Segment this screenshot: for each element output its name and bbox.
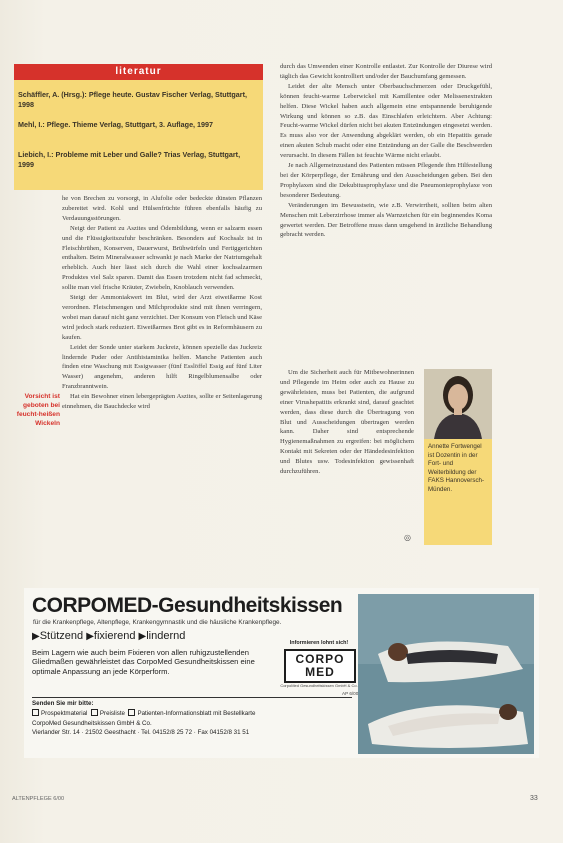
paragraph: Neigt der Patient zu Aszites und Ödembildung, wenn er salzarm essen und die Flüssigkeitszufuhr beschränken. Besonders auf Kochsalz ist in Fleischbrühen, Konserven, Dauerwurst, Brühwürfeln und Fertiggerichten enthalten. Beim Mineralwasser schwankt je nach Marke der Natriumgehalt erheblich. Auch hier lässt sich durch die Wahl einer kochsalzarmen Produktes viel Salz sparen. Damit das Essen trotzdem nicht fad schmeckt, sollte man viel frische Kräuter, Zwiebeln, Knoblauch verwenden. xyxy=(62,224,262,292)
article-column-right-lower xyxy=(280,368,414,477)
paragraph: durch das Umwenden einer Kontrolle entlastet. Zur Kontrolle der Diurese wird täglich das Gewicht kontrolliert und/oder der Bauchumfang gemessen. xyxy=(280,63,492,80)
logo-line: MED xyxy=(305,665,335,679)
paragraph: Je nach Allgemeinzustand des Patienten müssen Pflegende ihm Hilfestellung bei der Körperpflege, der Ernährung und den Ausscheidungen geben. Bei den Prophylaxen sind die Dekubitusprophylaxe und die Pneumonieprophylaxe von besonderer Bedeutung. xyxy=(280,162,492,199)
option-label: Prospektmaterial xyxy=(41,710,88,717)
paragraph: Veränderungen im Bewusstsein, wie z.B. Verwirrtheit, sollten beim alten Menschen mit Leberzirrhose immer als Warnzeichen für ein beginnendes Koma gewertet werden. Der Betroffene muss dann umgehend in ärztliche Behandlung gebracht werden. xyxy=(280,201,492,239)
logo-caption: CorpoMed Gesundheitskissen GmbH & Co. xyxy=(280,683,358,688)
paragraph: Leidet der Sonde unter starkem Juckreiz, können spezielle das Juckreiz lindernde Puder oder Antihistaminika helfen. Manche Patienten auch finden eine Waschung mit Essigwasser (fünf Esslöffel Essig auf fünf Liter Wasser) angenehm, anderen hilft Ringelblumensalbe oder Franzbranntwein. xyxy=(62,343,262,391)
ad-subtitle: für die Krankenpflege, Altenpflege, Krankengymnastik und die häusliche Krankenpflege. xyxy=(33,619,282,626)
end-mark-icon: ◎ xyxy=(404,533,411,542)
page-number: 33 xyxy=(530,795,538,802)
paragraph: Um die Sicherheit auch für Mitbewohnerinnen und Pflegende im Heim oder auch zu Hause zu gewährleisten, muss bei Patienten, die aufgrund einer Virushepatitis erkrankt sind, darauf geachtet werden, dass diese durch die Übertragung von Blut und Ausscheidungen übertragen werden kann. Daher sind entsprechende Hygienemaßnahmen zu ergreifen: bei möglichem Kontakt mit Sekreten oder der Händedesinfektion und Blutes usw. Todesinfektion gewissenhaft durchzuführen. xyxy=(280,369,414,476)
arrow-right-icon: ▶ xyxy=(138,631,147,642)
pillow-photo-icon xyxy=(358,594,534,754)
literature-entry: Schäffler, A. (Hrsg.): Pflege heute. Gustav Fischer Verlag, Stuttgart, 1998 xyxy=(18,90,247,109)
ad-claim: Stützend xyxy=(39,630,84,642)
pull-quote: Vorsicht ist geboten bei feucht-heißen Wickeln xyxy=(16,393,60,427)
paragraph: he von Brechen zu vorsorgt, in Alufolie oder bedeckte dünsten Pflanzen zubereitet wird. Kohl und Hülsenfrüchte führen ebenfalls häufig zu Verdauungsstörungen. xyxy=(62,195,262,222)
option-label: Preisliste xyxy=(99,710,125,717)
author-portrait-icon xyxy=(424,369,492,439)
ad-product-photo xyxy=(358,594,534,754)
coupon-divider xyxy=(32,697,352,698)
paragraph: Steigt der Ammoniakwert im Blut, wird der Arzt eiweißarme Kost verordnen. Fleischmengen und Milchprodukte sind mit ihnen verringern, wobei man darauf nicht ganz verzichtet. Der Konsum von Fleisch und Käse wird jedoch stark reduziert. Eiweißarmes Brot gibt es in Reformhäusern zu kaufen. xyxy=(62,294,262,341)
option-label: Patienten-Informationsblatt mit Bestellkarte xyxy=(137,710,256,717)
ad-code: AP 6/00 xyxy=(342,691,359,696)
ad-company: CorpoMed Gesundheitskissen GmbH & Co. xyxy=(32,720,152,727)
coupon-heading: Senden Sie mir bitte: xyxy=(32,700,94,707)
ad-claims xyxy=(32,630,302,642)
literature-title: literatur xyxy=(14,64,263,80)
ad-claim: lindernd xyxy=(146,630,186,642)
ad-claim: fixierend xyxy=(93,630,136,642)
coupon-options xyxy=(32,709,357,717)
ad-brand: CORPOMED-Gesundheitskissen xyxy=(32,594,343,617)
author-caption-box xyxy=(424,439,492,545)
ad-body-text: Beim Lagern wie auch beim Fixieren von allen ruhigzustellenden Gliedmaßen gewährleistet das CorpoMed Gesundheitskissen eine optimale Anpassung an jede Körperform. xyxy=(32,648,255,676)
ad-address: Vierlander Str. 14 · 21502 Geesthacht · Tel. 04152/8 25 72 · Fax 04152/8 31 51 xyxy=(32,729,250,736)
checkbox-patienten-info[interactable] xyxy=(128,709,135,716)
literature-box xyxy=(14,64,263,190)
ad-info-label: Informieren lohnt sich! xyxy=(289,640,349,646)
literature-entry: Mehl, I.: Pflege. Thieme Verlag, Stuttgart, 3. Auflage, 1997 xyxy=(18,120,214,129)
literature-entry: Liebich, I.: Probleme mit Leber und Galle? Trias Verlag, Stuttgart, 1999 xyxy=(18,150,241,169)
paragraph: Hat ein Bewohner einen lebergeprägten Aszites, sollte er Seitenlagerung einnehmen, die Bauchdecke wird xyxy=(62,393,262,411)
corpomed-logo xyxy=(284,649,356,683)
checkbox-preisliste[interactable] xyxy=(91,709,98,716)
article-column-left xyxy=(62,194,262,412)
footer-magazine: ALTENPFLEGE 6/00 xyxy=(12,796,65,802)
author-photo xyxy=(424,369,492,439)
checkbox-prospekt[interactable] xyxy=(32,709,39,716)
author-caption: Annette Fortwengel ist Dozentin in der Fort- und Weiterbildung der FAKS Hannoversch-Münden. xyxy=(428,443,485,493)
arrow-right-icon: ▶ xyxy=(86,631,94,642)
advertisement xyxy=(24,588,539,758)
article-column-right xyxy=(280,62,492,240)
arrow-right-icon: ▶ xyxy=(32,631,40,642)
logo-line: CORPO xyxy=(295,652,345,666)
paragraph: Leidet der alte Mensch unter Oberbauchschmerzen oder Druckgefühl, können feucht-warme Leberwickel mit Kamillentee oder Melissenextrakten helfen. Diese Wickel haben auch allgemein eine entspannende beruhigende Wirkung und können so z.B. das Einschlafen erleichtern. Aber Achtung: Feucht-warme Wickel dürfen nicht bei akuten Entzündungen eingesetzt werden. Es muss also vor der Anwendung abgeklärt werden, ob ein Hepatitis gerade einen akuten Schub macht oder eine Entzündung an der Galle die Beschwerden verursacht. In diesem Fällen ist feuchte Wärme nicht erlaubt. xyxy=(280,82,492,160)
